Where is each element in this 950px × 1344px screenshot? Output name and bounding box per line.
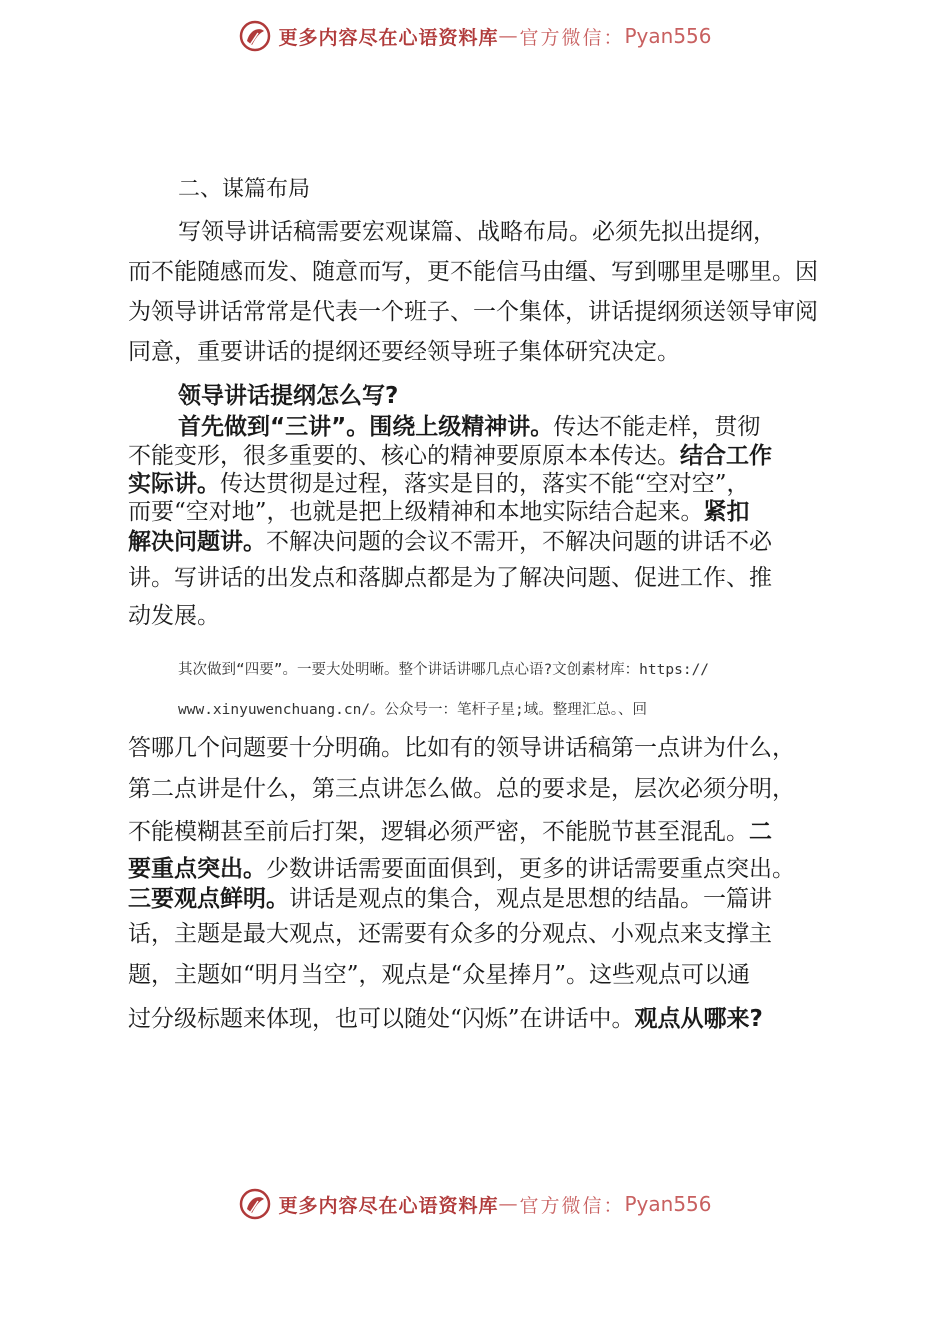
para3-line: 答哪几个问题要十分明确。比如有的领导讲话稿第一点讲为什么，	[128, 735, 795, 761]
footer-wechat-id: Pyan556	[624, 1192, 712, 1216]
para2-line: 不能变形，很多重要的、核心的精神要原原本本传达。结合工作	[128, 443, 772, 469]
para2-line: 首先做到“三讲”。围绕上级精神讲。传达不能走样，贯彻	[178, 414, 761, 440]
subheading: 领导讲话提纲怎么写?	[178, 383, 399, 409]
brand-logo-icon	[238, 1187, 272, 1221]
para2-line: 解决问题讲。不解决问题的会议不需开，不解决问题的讲话不必	[128, 529, 772, 555]
para3-line: 过分级标题来体现，也可以随处“闪烁”在讲话中。观点从哪来?	[128, 1006, 763, 1032]
footer-site-name: 更多内容尽在心语资料库	[278, 1194, 499, 1217]
para3-line: 话，主题是最大观点，还需要有众多的分观点、小观点来支撑主	[128, 921, 772, 947]
header-wechat-label: 官方微信：	[519, 26, 625, 49]
small-text-line: 其次做到“四要”。一要大处明晰。整个讲话讲哪几点心语?文创素材库：https://	[178, 662, 710, 678]
para2-line: 而要“空对地”，也就是把上级精神和本地实际结合起来。紧扣	[128, 499, 750, 525]
footer-dash: —	[498, 1193, 520, 1215]
header-wechat-id: Pyan556	[624, 24, 712, 48]
small-text-line: www.xinyuwenchuang.cn/。公众号一：笔杆子星;域。整理汇总。、回	[178, 702, 648, 718]
header-dash: —	[498, 25, 520, 47]
para2-line: 动发展。	[128, 603, 220, 629]
para1-line: 为领导讲话常常是代表一个班子、一个集体，讲话提纲须送领导审阅	[128, 299, 818, 325]
para3-line: 三要观点鲜明。讲话是观点的集合，观点是思想的结晶。一篇讲	[128, 886, 772, 912]
header-site-name: 更多内容尽在心语资料库	[278, 26, 499, 49]
para1-line: 写领导讲话稿需要宏观谋篇、战略布局。必须先拟出提纲，	[178, 219, 776, 245]
para3-line: 不能模糊甚至前后打架，逻辑必须严密，不能脱节甚至混乱。二	[128, 819, 772, 845]
section-title: 二、谋篇布局	[178, 177, 311, 202]
document-body	[128, 170, 838, 1042]
para1-line: 而不能随感而发、随意而写，更不能信马由缰、写到哪里是哪里。因	[128, 259, 818, 285]
footer-banner	[0, 1184, 950, 1224]
para1-line: 同意，重要讲话的提纲还要经领导班子集体研究决定。	[128, 339, 680, 365]
para3-line: 要重点突出。少数讲话需要面面俱到，更多的讲话需要重点突出。	[128, 856, 795, 882]
brand-logo-icon	[238, 19, 272, 53]
footer-wechat-label: 官方微信：	[519, 1194, 625, 1217]
para2-line: 实际讲。传达贯彻是过程，落实是目的，落实不能“空对空”，	[128, 471, 750, 497]
para2-line: 讲。写讲话的出发点和落脚点都是为了解决问题、促进工作、推	[128, 565, 772, 591]
para3-line: 题，主题如“明月当空”，观点是“众星捧月”。这些观点可以通	[128, 962, 751, 988]
para3-line: 第二点讲是什么，第三点讲怎么做。总的要求是，层次必须分明，	[128, 776, 795, 802]
header-banner	[0, 16, 950, 56]
